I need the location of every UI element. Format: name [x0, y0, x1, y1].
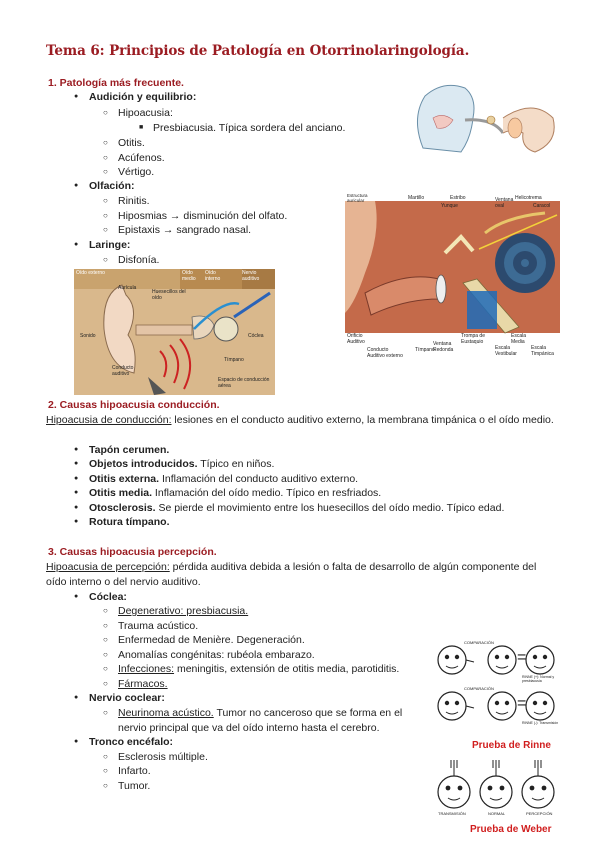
item-esclerosis: ○ Esclerosis múltiple. [118, 750, 208, 765]
section-1-heading: 1. Patología más frecuente. [48, 77, 184, 89]
label-nervio-auditivo: Nervio auditivo [242, 270, 260, 282]
definition-percepcion-term: Hipoacusia de percepción: [46, 561, 170, 573]
label-sonido: Sonido [80, 333, 96, 339]
cause-item: ● Otitis externa. Inflamación del conducto auditivo externo. [89, 472, 358, 487]
label-rampa-media: Escala Media [511, 333, 527, 345]
label-estribo: Estribo [450, 195, 466, 201]
label-oido-medio: Oído medio [182, 270, 196, 282]
section-3-heading: 3. Causas hipoacusia percepción. [48, 546, 217, 558]
label-rinne-neg: RINNE (-): Transmisión [522, 721, 559, 725]
definition-conduccion [46, 413, 558, 428]
definition-conduccion-term: Hipoacusia de conducción: [46, 414, 172, 426]
equals-sign-2: = [517, 695, 527, 712]
item-disfonia: ○ Disfonía. [118, 253, 159, 268]
equals-sign-1: = [517, 649, 527, 666]
cause-item: ● Tapón cerumen. [89, 443, 169, 458]
item-epistaxis: ○ Epistaxis → sangrado nasal. [118, 223, 251, 238]
label-caracol: Caracol [533, 203, 551, 209]
item-olfacion: ● Olfación: [89, 179, 135, 194]
label-normal-weber: NORMAL [488, 811, 506, 816]
cause-item: ● Rotura tímpano. [89, 515, 170, 530]
item-infarto: ○ Infarto. [118, 764, 151, 779]
label-transmision: TRANSMISIÓN [438, 811, 466, 816]
item-coclea: ● Cóclea: [89, 590, 127, 605]
item-trauma: ○ Trauma acústico. [118, 619, 198, 634]
label-auricula: Aurícula [118, 285, 137, 291]
label-espacio: Espacio de conducción aérea [218, 377, 270, 389]
label-oido-externo: Oído externo [76, 270, 105, 276]
definition-percepcion [46, 560, 558, 589]
label-escala-vestibular: Escala Vestibular [495, 345, 517, 357]
label-prueba-weber: Prueba de Weber [470, 824, 552, 835]
item-degenerativo: ○ Degenerativo: presbiacusia. [118, 604, 248, 619]
item-infecciones: ○ Infecciones: meningitis, extensión de otitis media, parotiditis. [118, 662, 399, 677]
item-hipoacusia: ○ Hipoacusia: [118, 106, 173, 121]
label-rinne-normal: RINNE (+): Normal y presbiacusia [522, 675, 555, 683]
item-hiposmias: ○ Hiposmias → disminución del olfato. [118, 209, 287, 224]
cause-item: ● Otosclerosis. Se pierde el movimiento entre los huesecillos del oído medio. Típico edad. [89, 501, 504, 516]
label-oido-interno: Oído interno [205, 270, 221, 282]
hearing-tests-figure [434, 640, 560, 836]
item-audicion: ● Audición y equilibrio: [89, 90, 196, 105]
head-ear-figure [403, 78, 563, 158]
item-otitis: ○ Otitis. [118, 136, 145, 151]
label-conducto-externo: Conducto Auditivo externo [367, 347, 403, 359]
label-yunque: Yunque [441, 203, 458, 209]
label-ventana-oval: Ventana oval [495, 197, 514, 209]
page-title: Tema 6: Principios de Patología en Otorrinolaringología. [46, 43, 470, 59]
label-percepcion: PERCEPCIÓN [526, 811, 553, 816]
section-2-heading: 2. Causas hipoacusia conducción. [48, 399, 220, 411]
label-timpano: Tímpano [224, 357, 244, 363]
label-escala-timpanica: Escala Timpánica [531, 345, 554, 357]
ear-diagram-small [74, 269, 275, 395]
item-tronco: ● Tronco encéfalo: [89, 735, 173, 750]
label-orificio: Orificio Auditivo [347, 333, 365, 345]
item-neurinoma: ○ Neurinoma acústico. Tumor no canceroso que se forma en el nervio principal que va del oído interno hasta el cerebro. [118, 706, 426, 735]
item-anomalias: ○ Anomalías congénitas: rubéola embarazo. [118, 648, 315, 663]
ear-diagram-large [345, 193, 560, 360]
item-rinitis: ○ Rinitis. [118, 194, 150, 209]
item-vertigo: ○ Vértigo. [118, 165, 154, 180]
item-laringe: ● Laringe: [89, 238, 130, 253]
label-coclea: Cóclea [248, 333, 264, 339]
label-estructura: Estructura auricular [347, 193, 368, 203]
label-helicotrema: Helicotrema [515, 195, 542, 201]
label-comparacion-2: COMPARACIÓN [464, 686, 494, 691]
definition-conduccion-text: lesiones en el conducto auditivo externo, la membrana timpánica o el oído medio. [171, 414, 554, 426]
label-martillo: Martillo [408, 195, 425, 201]
item-farmacos: ○ Fármacos. [118, 677, 168, 692]
label-prueba-rinne: Prueba de Rinne [472, 740, 551, 751]
label-timpano-big: Tímpano [415, 347, 435, 353]
definition-percepcion-text: pérdida auditiva debida a lesión o falta de desarrollo de algún componente del oído interno o del nervio auditivo. [46, 561, 537, 588]
item-presbiacusia: ■ Presbiacusia. Típica sordera del anciano. [153, 121, 345, 136]
item-meniere: ○ Enfermedad de Menière. Degeneración. [118, 633, 305, 648]
cause-item: ● Objetos introducidos. Típico en niños. [89, 457, 274, 472]
label-conducto: Conducto auditivo [112, 365, 134, 377]
label-ventana-redonda: Ventana Redonda [433, 341, 454, 353]
item-acufenos: ○ Acúfenos. [118, 151, 165, 166]
label-huesecillos: Huesecillos del oído [152, 289, 186, 301]
label-comparacion-1: COMPARACIÓN [464, 640, 494, 645]
item-tumor: ○ Tumor. [118, 779, 150, 794]
cause-item: ● Otitis media. Inflamación del oído medio. Típico en resfriados. [89, 486, 381, 501]
label-trompa: Trompa de Eustaquio [461, 333, 485, 345]
item-nervio-coclear: ● Nervio coclear: [89, 691, 165, 706]
